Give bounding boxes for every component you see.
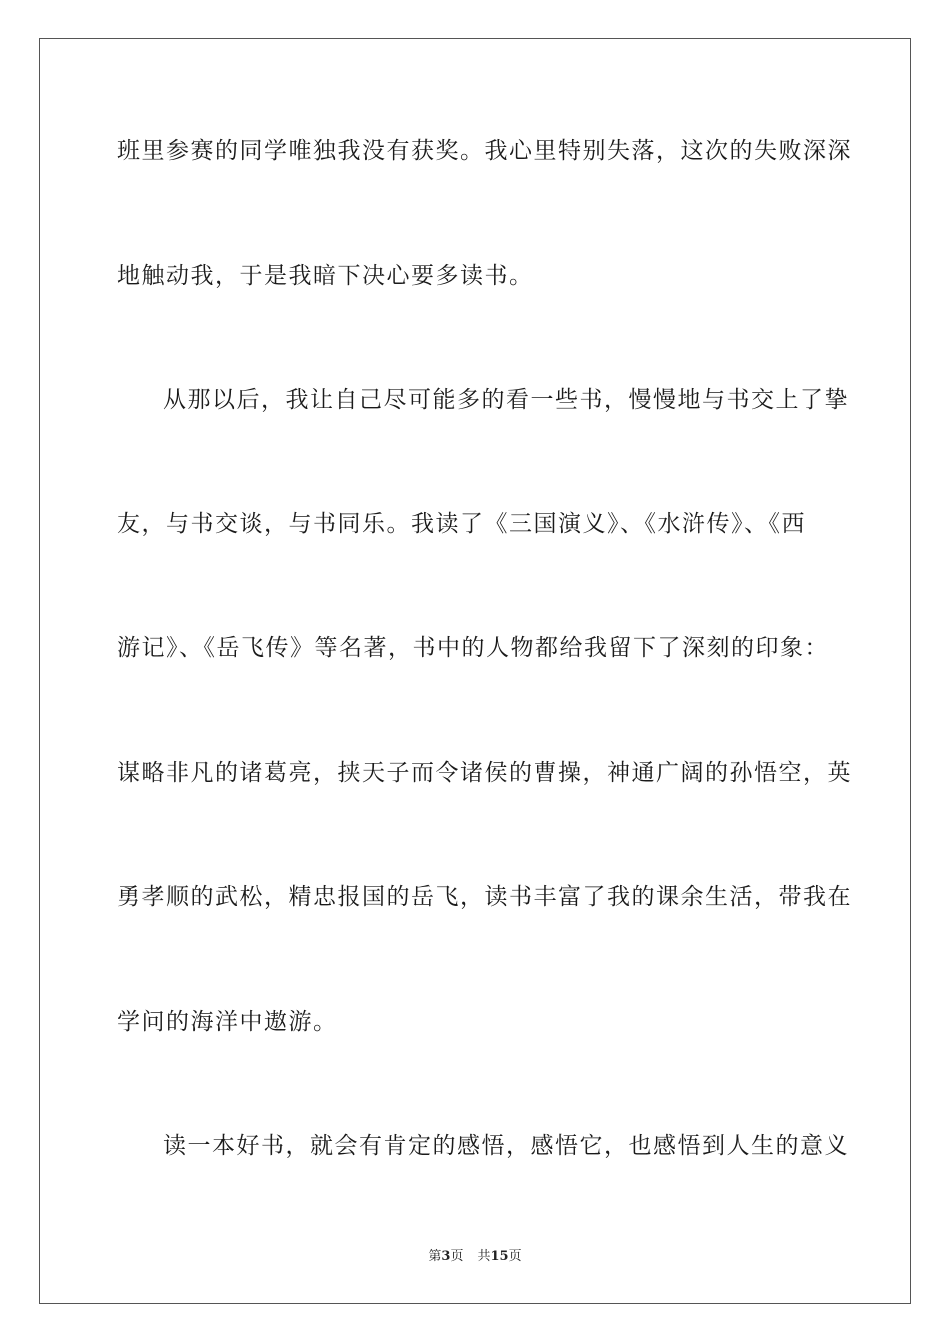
footer-total-prefix: 共 [477, 1249, 491, 1264]
text-line-1: 班里参赛的同学唯独我没有获奖。我心里特别失落，这次的失败深深 [117, 138, 852, 164]
text-line-2: 地触动我，于是我暗下决心要多读书。 [117, 263, 534, 289]
footer-page-number: 3 [441, 1249, 451, 1264]
text-line-6: 谋略非凡的诸葛亮，挟天子而令诸侯的曹操，神通广阔的孙悟空，英 [117, 760, 852, 786]
text-line-4: 友，与书交谈，与书同乐。我读了《三国演义》、《水浒传》、《西 [117, 511, 806, 537]
footer-total-suffix: 页 [508, 1249, 522, 1264]
page-footer [0, 1248, 950, 1266]
footer-page-suffix: 页 [450, 1249, 464, 1264]
text-line-8: 学问的海洋中遨游。 [117, 1009, 338, 1035]
page-border [39, 38, 911, 1304]
text-line-7: 勇孝顺的武松，精忠报国的岳飞，读书丰富了我的课余生活，带我在 [117, 884, 852, 910]
text-line-5: 游记》、《岳飞传》等名著，书中的人物都给我留下了深刻的印象： [117, 635, 829, 661]
paragraph-start-line-9: 读一本好书，就会有肯定的感悟，感悟它，也感悟到人生的意义 [163, 1133, 849, 1159]
paragraph-start-line-3: 从那以后，我让自己尽可能多的看一些书，慢慢地与书交上了挚 [163, 387, 849, 413]
footer-page-prefix: 第 [428, 1249, 442, 1264]
footer-total-pages: 15 [490, 1249, 509, 1264]
